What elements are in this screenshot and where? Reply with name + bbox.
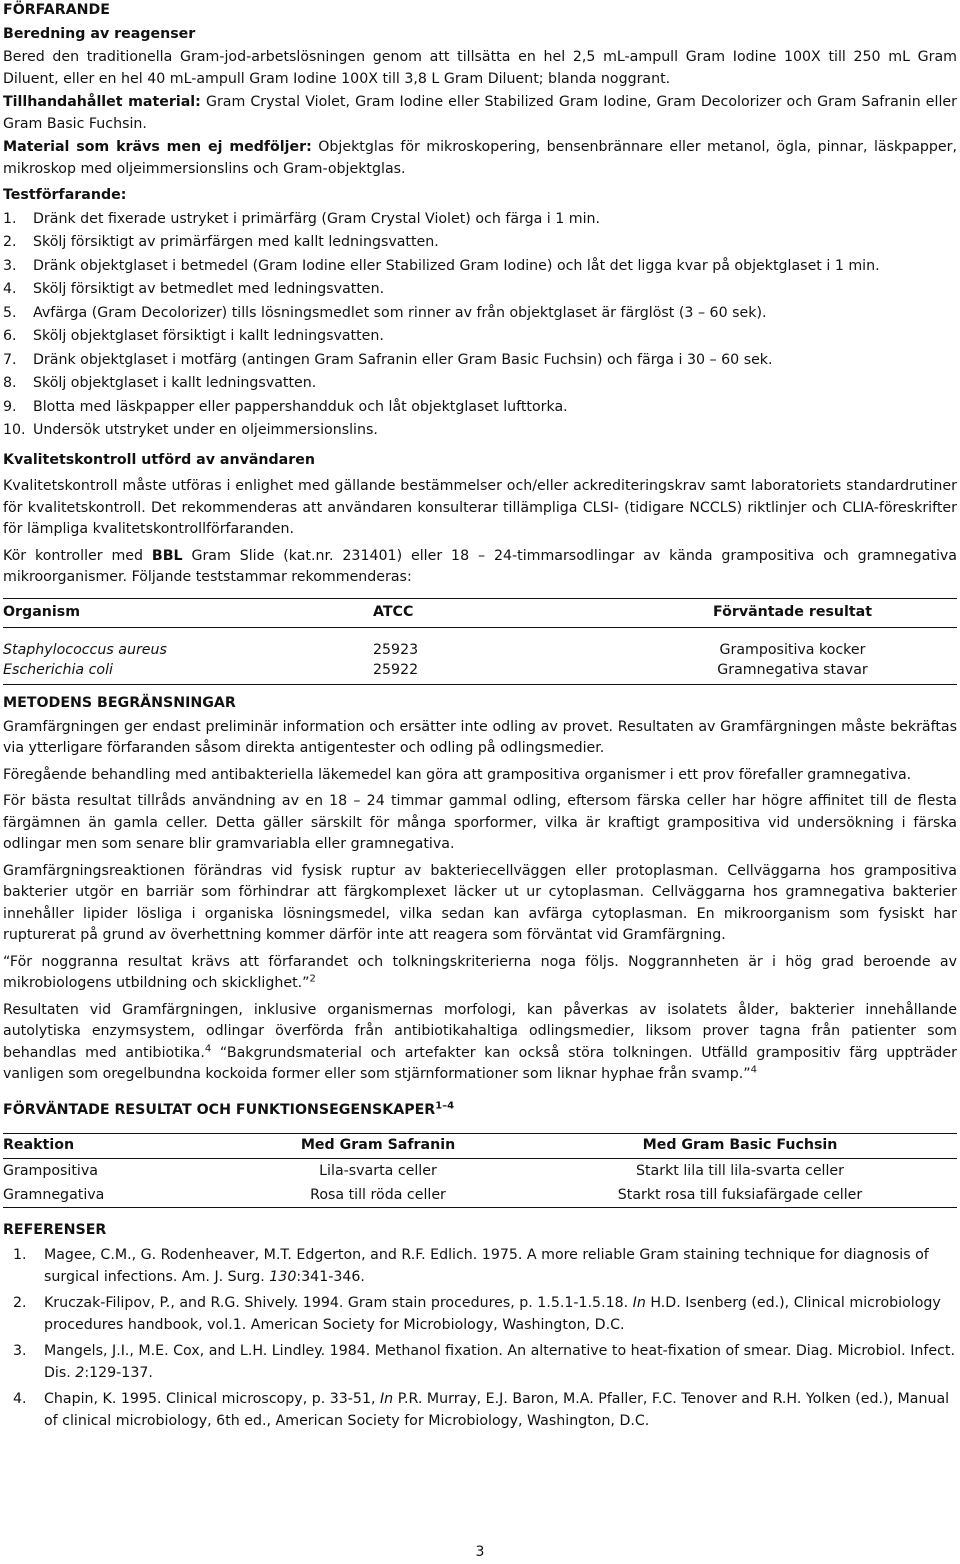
table-header-row — [3, 1134, 957, 1159]
table-row — [3, 628, 957, 661]
procedure-steps — [3, 209, 957, 442]
citation-sup: 4 — [204, 1042, 212, 1054]
table-header-row — [3, 598, 957, 628]
limitations-p5: “För noggranna resultat krävs att förfarandet och tolkningskriterierna noga följs. Noggrannheten är i hög grad beroende av mikrobiologens utbildning och skicklighet.”$^2$ — [3, 953, 957, 991]
col-safranin: Med Gram Safranin — [300, 1137, 456, 1153]
col-fuchsin: Med Gram Basic Fuchsin — [642, 1137, 838, 1153]
reference-item: 4. Chapin, K. 1995. Clinical microscopy, p. 33-51, In P.R. Murray, E.J. Baron, M.A. Pfaller, F.C. Tenover and R.H. Yolken (ed.), Manual of clinical microbiology, 6th ed., American Society for Microbiology, Washington, D.C. — [13, 1391, 950, 1429]
limitations-p6: Resultaten vid Gramfärgningen, inklusive organismernas morfologi, kan påverkas av isolatets ålder, bakterier innehållande autolytiska enzymsystem, odlingar överförda från antibiotikahaltiga odlingsmedier, liksom prover tagna från patienter som behandlas med antibiotika.$^4$ “Bakgrundsmaterial och artefakter kan också störa tolkningen. Utfälld grampositiv färg uppträder vanligen som oregelbundna kockoida former eller som stjärnformationer som liknar hyphae från svamp.”$^4$ — [3, 1001, 957, 1082]
fuchsin-cell: Starkt lila till lila-svarta celler — [635, 1162, 844, 1179]
page-number: 3 — [475, 1544, 485, 1560]
table-row — [3, 660, 957, 685]
organism-cell: Escherichia coli — [3, 662, 113, 678]
required-materials — [3, 137, 957, 180]
reference-item: 1. Magee, C.M., G. Rodenheaver, M.T. Edgerton, and R.F. Edlich. 1975. A more reliable Gram staining technique for diagnosis of surgical infections. Am. J. Surg. 130:341-346. — [13, 1247, 929, 1285]
expected-results-heading: FÖRVÄNTADE RESULTAT OCH FUNKTIONSEGENSKAPER$^{1-4}$ — [3, 1099, 455, 1118]
col-organism: Organism — [3, 603, 80, 620]
qc-strains-table — [3, 598, 957, 686]
references-heading: REFERENSER — [3, 1221, 107, 1238]
qc-text-1: Kvalitetskontroll måste utföras i enlighet med gällande bestämmelser och/eller ackrediteringskrav samt laboratoriets standardrutiner för kvalitetskontroll. Det rekommenderas att användaren konsulterar tillämpliga CLSI- (tidigare NCCLS) riktlinjer och CLIA-föreskrifter för lämpliga kvalitetskontrollförfaranden. — [3, 478, 957, 537]
atcc-cell: 25923 — [373, 642, 419, 658]
test-procedure-heading: Testförfarande: — [3, 187, 127, 203]
procedure-step: 2. Skölj försiktigt av primärfärgen med kallt ledningsvatten. — [3, 234, 439, 250]
procedure-step: 8. Skölj objektglaset i kallt ledningsvatten. — [3, 375, 317, 391]
procedure-heading: FÖRFARANDE — [3, 2, 110, 18]
reaction-cell: Gramnegativa — [3, 1186, 105, 1203]
result-cell: Grampositiva kocker — [719, 642, 866, 658]
table-row — [3, 1158, 957, 1183]
reagent-heading: Beredning av reagenser — [3, 25, 196, 42]
limitations-p4: Gramfärgningsreaktionen förändras vid fysisk ruptur av bakteriecellväggen eller protoplasman. Cellväggarna hos grampositiva bakterier utgör en barriär som förhindrar att färgkomplexet läcker ut ur cytoplasman. Cellväggarna hos gramnegativa bakterier innehåller lipider lösliga i organiska lösningsmedel, vilka sedan kan avfärga cytoplasman. En mikroorganism som fysiskt har rupturerat på grund av överhettning kommer därför inte att reagera som förväntat vid Gramfärgning. — [3, 862, 957, 943]
limitations-p1: Gramfärgningen ger endast preliminär information och ersätter inte odling av provet. Resultaten av Gramfärgningen måste bekräftas via ytterligare förfaranden såsom direkta antigentester och odling på odlingsmedier. — [3, 718, 957, 756]
expected-results-table — [3, 1133, 957, 1208]
required-label: Material som krävs men ej medföljer: — [3, 139, 312, 155]
bbl-brand: BBL — [151, 547, 183, 564]
provided-text: Gram Crystal Violet, Gram Iodine eller Stabilized Gram Iodine, Gram Decolorizer och Gram Safranin eller Gram Basic Fuchsin. — [3, 94, 957, 132]
limitations-p3: För bästa resultat tillråds användning av en 18 – 24 timmar gammal odling, eftersom färska celler har högre affinitet till de flesta färgämnen än gamla celler. Detta gäller särskilt för många sporformer, vilka är kraftigt grampositiva vid undersökning i färska odlingar men som senare blir gramvariabla eller gramnegativa. — [3, 793, 957, 852]
reference-item: 2. Kruczak-Filipov, P., and R.G. Shively. 1994. Gram stain procedures, p. 1.5.1-1.5.18. In H.D. Isenberg (ed.), Clinical microbiology procedures handbook, vol.1. American Society for Microbiology, Washington, D.C. — [13, 1295, 941, 1333]
col-expected: Förväntade resultat — [712, 603, 873, 620]
reagent-text: Bered den traditionella Gram-jod-arbetslösningen genom att tillsätta en hel 2,5 mL-ampull Gram Iodine 100X till 250 mL Gram Diluent, eller en hel 40 mL-ampull Gram Iodine 100X till 3,8 L Gram Diluent; blanda noggrant. — [3, 49, 957, 87]
table-row — [3, 1183, 957, 1208]
procedure-step: 9. Blotta med läskpapper eller pappershandduk och låt objektglaset lufttorka. — [3, 398, 568, 415]
fuchsin-cell: Starkt rosa till fuksiafärgade celler — [617, 1186, 863, 1203]
procedure-step: 4. Skölj försiktigt av betmedlet med ledningsvatten. — [3, 281, 385, 297]
col-reaction: Reaktion — [3, 1137, 75, 1153]
reference-item: 3. Mangels, J.I., M.E. Cox, and L.H. Lindley. 1984. Methanol fixation. An alternative to heat-fixation of smear. Diag. Microbiol. Infect. Dis. 2:129-137. — [13, 1343, 955, 1381]
document-page — [3, 0, 957, 1437]
result-cell: Gramnegativa stavar — [717, 662, 868, 678]
citation-sup: 2 — [309, 973, 316, 985]
reference-list — [3, 1245, 957, 1432]
organism-cell: Staphylococcus aureus — [3, 642, 167, 658]
safranin-cell: Rosa till röda celler — [310, 1186, 446, 1203]
limitations-heading: METODENS BEGRÄNSNINGAR — [3, 695, 236, 711]
qc-heading: Kvalitetskontroll utförd av användaren — [3, 451, 315, 468]
atcc-cell: 25922 — [373, 662, 419, 678]
procedure-step: 7. Dränk objektglaset i motfärg (antingen Gram Safranin eller Gram Basic Fuchsin) och färga i 30 – 60 sek. — [3, 351, 773, 368]
procedure-step: 6. Skölj objektglaset försiktigt i kallt ledningsvatten. — [3, 328, 384, 344]
procedure-step: 3. Dränk objektglaset i betmedel (Gram Iodine eller Stabilized Gram Iodine) och låt det ligga kvar på objektglaset i 1 min. — [3, 257, 880, 274]
col-atcc: ATCC — [373, 603, 414, 620]
required-text: Objektglas för mikroskopering, bensenbrännare eller metanol, ögla, pinnar, läskpapper, mikroskop med oljeimmersionslins och Gram-objektglas. — [3, 139, 957, 177]
provided-materials — [3, 92, 957, 135]
provided-label: Tillhandahållet material: — [3, 94, 201, 110]
procedure-step: 1. Dränk det fixerade ustryket i primärfärg (Gram Crystal Violet) och färga i 1 min. — [3, 210, 601, 227]
qc-text-2: Kör kontroller med BBL Gram Slide (kat.nr. 231401) eller 18 – 24-timmarsodlingar av kända grampositiva och gramnegativa mikroorganismer. Följande teststammar rekommenderas: — [3, 547, 957, 585]
procedure-step: 10. Undersök utstryket under en oljeimmersionslins. — [3, 422, 378, 438]
reaction-cell: Grampositiva — [3, 1162, 98, 1179]
limitations-p2: Föregående behandling med antibakteriella läkemedel kan göra att grampositiva organismer i ett prov förefaller gramnegativa. — [3, 766, 912, 783]
procedure-step: 5. Avfärga (Gram Decolorizer) tills lösningsmedlet som rinner av från objektglaset är färglöst (3 – 60 sek). — [3, 304, 767, 321]
safranin-cell: Lila-svarta celler — [319, 1162, 437, 1179]
citation-sup: 4 — [750, 1064, 757, 1076]
